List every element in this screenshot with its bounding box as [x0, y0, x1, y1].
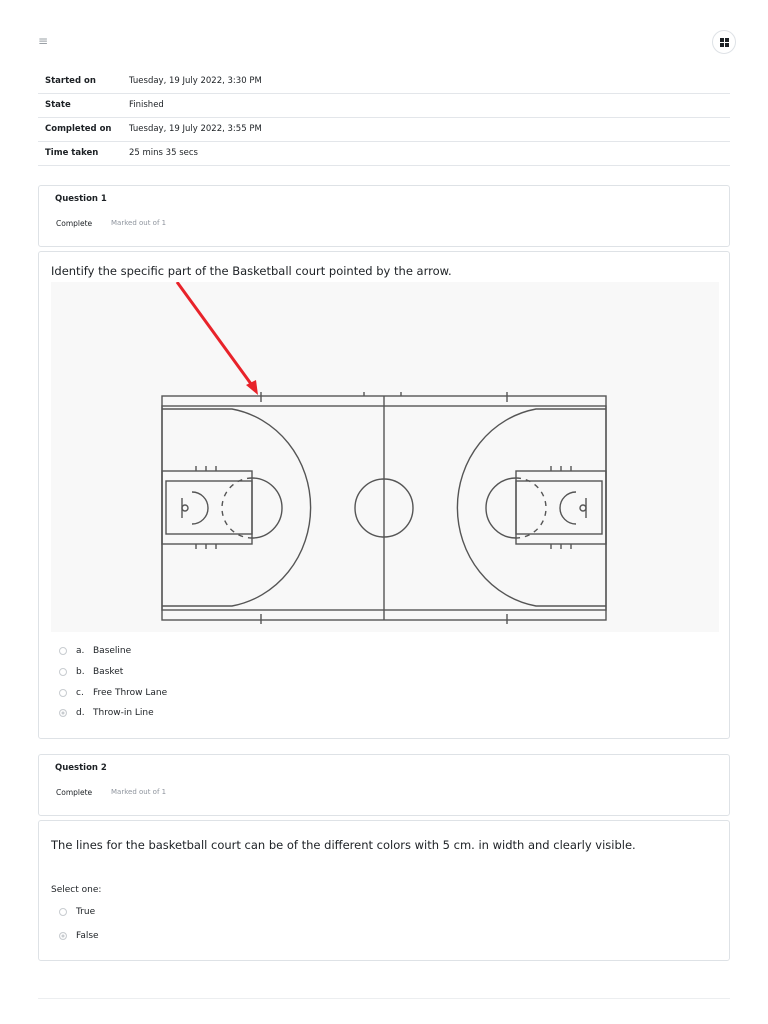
answer-option[interactable]: [59, 900, 99, 924]
option-letter: d.: [76, 708, 85, 719]
basketball-court-image: [51, 282, 719, 632]
summary-value: 25 mins 35 secs: [129, 148, 198, 158]
question-text: Identify the specific part of the Basketball court pointed by the arrow.: [51, 264, 452, 278]
option-label: Basket: [93, 667, 124, 678]
question-mark: Marked out of 1: [111, 788, 167, 796]
option-label: False: [76, 931, 99, 941]
radio-button[interactable]: [59, 668, 67, 676]
summary-label: State: [45, 100, 71, 110]
question-1-info: [38, 185, 730, 247]
answer-option[interactable]: [59, 703, 167, 724]
option-label: True: [76, 907, 96, 917]
question-2-content: [38, 820, 730, 961]
summary-label: Time taken: [45, 148, 99, 158]
radio-button-selected[interactable]: [59, 709, 67, 717]
grid-button[interactable]: [712, 30, 736, 54]
answer-options: [59, 900, 99, 948]
question-text: The lines for the basketball court can be of the different colors with 5 cm. in width and clearly visible.: [51, 838, 636, 852]
question-number: Question 1: [55, 194, 107, 204]
radio-button[interactable]: [59, 647, 67, 655]
footer-divider: [38, 998, 730, 999]
radio-button[interactable]: [59, 689, 67, 697]
answer-option[interactable]: [59, 662, 167, 683]
question-state: Complete: [56, 788, 93, 797]
option-letter: c.: [76, 687, 84, 698]
summary-label: Started on: [45, 75, 96, 86]
summary-label: Completed on: [45, 124, 112, 134]
summary-row: [38, 93, 730, 117]
summary-value: Tuesday, 19 July 2022, 3:55 PM: [129, 124, 262, 134]
question-2-info: [38, 754, 730, 816]
option-label: Free Throw Lane: [93, 687, 168, 698]
summary-row: [38, 69, 730, 93]
question-state: Complete: [56, 219, 93, 228]
option-letter: b.: [76, 667, 85, 678]
answer-option[interactable]: [59, 682, 167, 703]
option-label: Baseline: [93, 646, 132, 657]
question-mark: Marked out of 1: [111, 219, 167, 227]
hamburger-icon[interactable]: ≡: [38, 34, 49, 48]
answer-options: [59, 641, 167, 724]
option-letter: a.: [76, 646, 85, 657]
option-label: Throw-in Line: [93, 708, 154, 719]
quiz-summary-table: [38, 69, 730, 166]
question-number: Question 2: [55, 763, 107, 773]
summary-value: Tuesday, 19 July 2022, 3:30 PM: [129, 75, 262, 86]
answer-option[interactable]: [59, 641, 167, 662]
red-arrow-icon: [177, 282, 258, 395]
select-prompt: Select one:: [51, 885, 102, 895]
question-1-content: [38, 251, 730, 739]
summary-value: Finished: [129, 100, 164, 110]
summary-row: [38, 141, 730, 165]
radio-button[interactable]: [59, 908, 67, 916]
summary-row: [38, 117, 730, 141]
grid-icon: [720, 38, 729, 47]
basketball-court-diagram: [51, 282, 719, 632]
radio-button-selected[interactable]: [59, 932, 67, 940]
answer-option[interactable]: [59, 924, 99, 948]
